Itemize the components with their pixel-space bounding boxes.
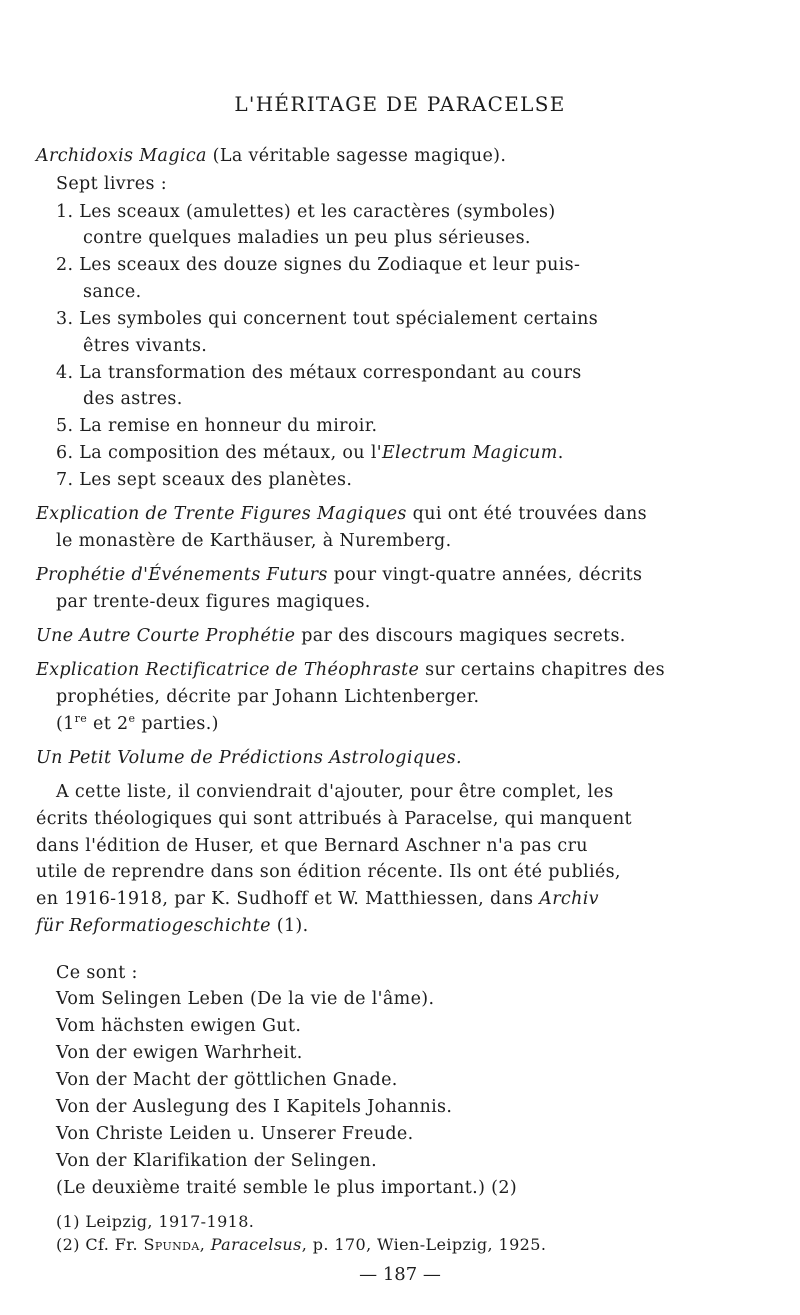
text-line: [56, 712, 219, 736]
work-title: Prophétie d'Événements Futurs: [36, 565, 328, 585]
text-segment: , p. 170, Wien-Leipzig, 1925.: [301, 1235, 547, 1254]
text-line: sance.: [83, 282, 142, 302]
text-segment: pour vingt-quatre années, décrits: [327, 565, 643, 585]
work-title: Paracelsus: [210, 1235, 302, 1254]
list-item: Von der Macht der göttlichen Gnade.: [56, 1070, 398, 1090]
work-title: Explication Rectificatrice de Théophraste: [36, 660, 420, 680]
text-line: Ce sont :: [56, 963, 138, 983]
text-segment: 6. La composition des métaux, ou l': [56, 443, 382, 463]
list-item: 7. Les sept sceaux des planètes.: [56, 470, 353, 490]
text-line: par trente-deux figures magiques.: [56, 592, 371, 612]
author-name: Spunda: [143, 1235, 200, 1254]
list-item: Vom Selingen Leben (De la vie de l'âme).: [56, 989, 435, 1009]
text-segment: .: [557, 443, 564, 463]
text-line: [36, 658, 665, 682]
text-segment: (1: [56, 714, 75, 734]
list-item: 1. Les sceaux (amulettes) et les caractères (symboles): [56, 202, 556, 222]
text-line: utile de reprendre dans son édition récente. Ils ont été publiés,: [36, 862, 621, 882]
text-line: prophéties, décrite par Johann Lichtenberger.: [56, 687, 480, 707]
text-line: êtres vivants.: [83, 336, 208, 356]
text-line: [36, 914, 309, 938]
work-title: Archidoxis Magica: [36, 146, 207, 166]
text-segment: en 1916-1918, par K. Sudhoff et W. Matthiessen, dans: [36, 889, 540, 909]
text-segment: parties.): [135, 714, 219, 734]
text-line: [36, 887, 599, 911]
superscript: e: [128, 712, 136, 726]
text-line: contre quelques maladies un peu plus sérieuses.: [83, 228, 531, 248]
text-line: A cette liste, il conviendrait d'ajouter, pour être complet, les: [56, 782, 614, 802]
text-segment: (1).: [270, 916, 309, 936]
text-segment: qui ont été trouvées dans: [406, 504, 648, 524]
list-item: 4. La transformation des métaux correspondant au cours: [56, 363, 582, 383]
footnote-1: (1) Leipzig, 1917-1918.: [56, 1212, 255, 1231]
text-line: (Le deuxième traité semble le plus important.) (2): [56, 1178, 517, 1198]
page-number: — 187 —: [359, 1264, 441, 1285]
work-title: Un Petit Volume de Prédictions Astrologiques.: [36, 748, 462, 768]
work-title: für Reformatiogeschichte: [36, 916, 271, 936]
list-item: 5. La remise en honneur du miroir.: [56, 416, 378, 436]
text-line: dans l'édition de Huser, et que Bernard Aschner n'a pas cru: [36, 836, 588, 856]
work-title: Electrum Magicum: [381, 443, 558, 463]
text-line: des astres.: [83, 389, 183, 409]
list-item: [56, 441, 564, 465]
text-line: le monastère de Karthäuser, à Nuremberg.: [56, 531, 452, 551]
text-segment: (2) Cf. Fr.: [56, 1235, 144, 1254]
text-line: [36, 502, 647, 526]
list-item: 3. Les symboles qui concernent tout spécialement certains: [56, 309, 599, 329]
running-title: L'HÉRITAGE DE PARACELSE: [234, 92, 566, 116]
text-line: [36, 144, 506, 168]
text-line: Sept livres :: [56, 174, 167, 194]
text-line: [36, 624, 626, 648]
text-segment: ,: [199, 1235, 211, 1254]
work-title: Explication de Trente Figures Magiques: [36, 504, 407, 524]
superscript: re: [74, 712, 88, 726]
work-title: Archiv: [539, 889, 599, 909]
text-segment: sur certains chapitres des: [419, 660, 665, 680]
list-item: Von der Auslegung des I Kapitels Johannis.: [56, 1097, 453, 1117]
text-segment: par des discours magiques secrets.: [295, 626, 626, 646]
footnote-2: [56, 1233, 546, 1257]
list-item: Von der Klarifikation der Selingen.: [56, 1151, 378, 1171]
text-segment: (La véritable sagesse magique).: [206, 146, 507, 166]
list-item: Von Christe Leiden u. Unserer Freude.: [56, 1124, 414, 1144]
text-line: écrits théologiques qui sont attribués à Paracelse, qui manquent: [36, 809, 632, 829]
text-segment: et 2: [87, 714, 129, 734]
text-line: [36, 563, 642, 587]
list-item: 2. Les sceaux des douze signes du Zodiaque et leur puis-: [56, 255, 581, 275]
work-title: Une Autre Courte Prophétie: [36, 626, 296, 646]
list-item: Vom hächsten ewigen Gut.: [56, 1016, 302, 1036]
list-item: Von der ewigen Warhrheit.: [56, 1043, 303, 1063]
